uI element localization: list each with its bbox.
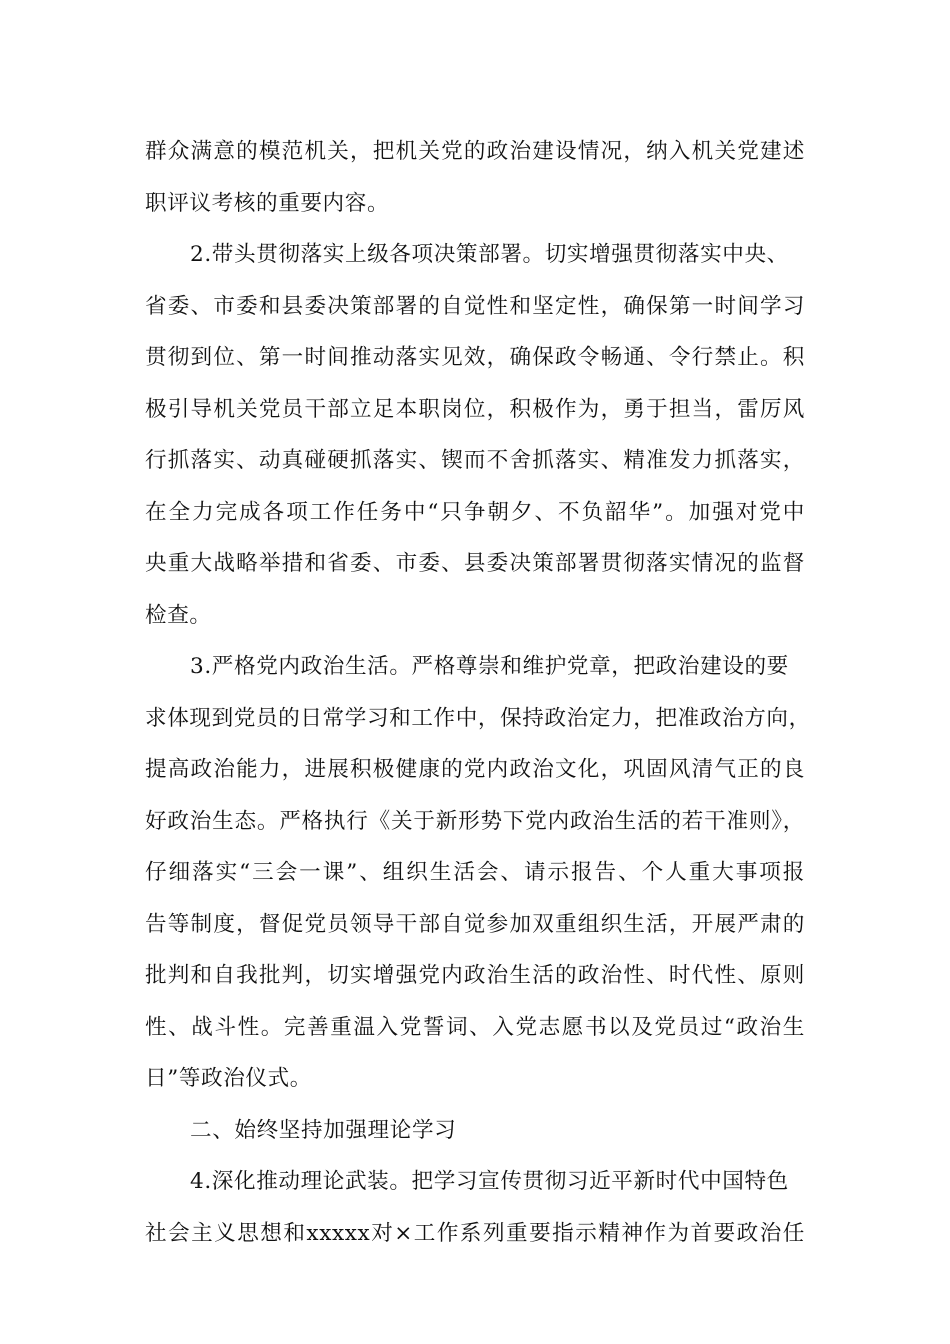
text-line: 行抓落实、动真碰硬抓落实、锲而不舍抓落实、精准发力抓落实， (145, 448, 805, 473)
text-line: 在全力完成各项工作任务中“只争朝夕、不负韶华”。加强对党中 (145, 499, 805, 525)
paragraph-start-line: 3.严格党内政治生活。严格尊崇和维护党章，把政治建设的要 (190, 654, 789, 679)
text-line: 贯彻到位、第一时间推动落实见效，确保政令畅通、令行禁止。积 (145, 345, 805, 370)
text-line: 性、战斗性。完善重温入党誓词、入党志愿书以及党员过“政治生 (145, 1014, 805, 1040)
section-heading: 二、始终坚持加强理论学习 (190, 1117, 457, 1143)
text-line: 日”等政治仪式。 (145, 1066, 312, 1091)
text-line: 社会主义思想和xxxxx对×工作系列重要指示精神作为首要政治任 (145, 1220, 805, 1246)
text-line: 好政治生态。严格执行《关于新形势下党内政治生活的若干准则》， (145, 808, 805, 834)
text-line: 极引导机关党员干部立足本职岗位，积极作为，勇于担当，雷厉风 (145, 396, 805, 422)
text-line: 省委、市委和县委决策部署的自觉性和坚定性，确保第一时间学习 (145, 293, 805, 319)
text-line: 求体现到党员的日常学习和工作中，保持政治定力，把准政治方向， (145, 705, 811, 731)
paragraph-start-line: 4.深化推动理论武装。把学习宣传贯彻习近平新时代中国特色 (190, 1169, 789, 1194)
text-line: 告等制度，督促党员领导干部自觉参加双重组织生活，开展严肃的 (145, 911, 805, 937)
text-line: 职评议考核的重要内容。 (145, 190, 390, 216)
text-line: 群众满意的模范机关，把机关党的政治建设情况，纳入机关党建述 (145, 139, 805, 164)
text-line: 央重大战略举措和省委、市委、县委决策部署贯彻落实情况的监督 (145, 551, 805, 576)
paragraph-start-line: 2.带头贯彻落实上级各项决策部署。切实增强贯彻落实中央、 (190, 242, 789, 267)
text-line: 提高政治能力，进展积极健康的党内政治文化，巩固风清气正的良 (145, 757, 805, 782)
text-line: 仔细落实“三会一课”、组织生活会、请示报告、个人重大事项报 (145, 860, 805, 885)
text-line: 检查。 (145, 602, 212, 628)
document-body (145, 126, 811, 1259)
text-line: 批判和自我批判，切实增强党内政治生活的政治性、时代性、原则 (145, 963, 805, 988)
